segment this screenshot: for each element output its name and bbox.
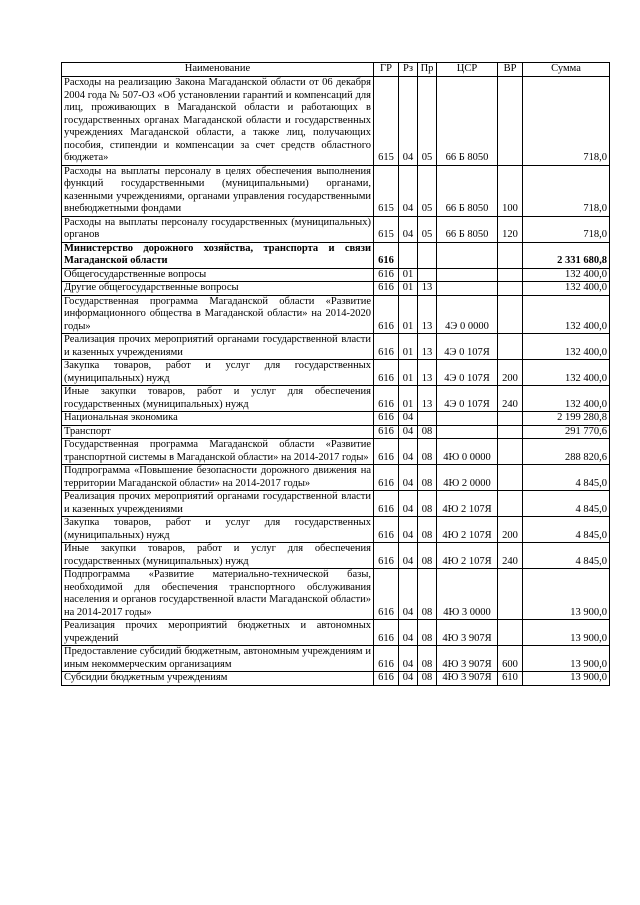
cell-pr [418, 242, 437, 268]
cell-vr [498, 439, 523, 465]
cell-pr: 05 [418, 216, 437, 242]
cell-gr: 615 [374, 165, 399, 216]
cell-csr: 66 Б 8050 [437, 216, 498, 242]
cell-csr: 4Ю 0 0000 [437, 439, 498, 465]
cell-sum: 4 845,0 [523, 517, 610, 543]
cell-vr [498, 491, 523, 517]
cell-pr: 08 [418, 491, 437, 517]
cell-name: Расходы на выплаты персоналу государственных (муниципальных) органов [62, 216, 374, 242]
cell-rz: 01 [399, 386, 418, 412]
cell-pr [418, 412, 437, 426]
cell-sum: 13 900,0 [523, 646, 610, 672]
cell-vr [498, 295, 523, 334]
cell-rz: 04 [399, 412, 418, 426]
cell-vr: 200 [498, 360, 523, 386]
cell-sum: 4 845,0 [523, 491, 610, 517]
cell-name: Иные закупки товаров, работ и услуг для обеспечения государственных (муниципальных) нужд [62, 543, 374, 569]
header-sum: Сумма [523, 63, 610, 77]
table-row [62, 569, 610, 620]
cell-name: Подпрограмма «Повышение безопасности дорожного движения на территории Магаданской области» на 2014-2017 годы» [62, 465, 374, 491]
cell-csr [437, 242, 498, 268]
cell-csr: 4Ю 2 107Я [437, 517, 498, 543]
cell-rz: 01 [399, 334, 418, 360]
cell-name: Другие общегосударственные вопросы [62, 282, 374, 296]
cell-rz: 04 [399, 646, 418, 672]
cell-pr: 13 [418, 282, 437, 296]
cell-csr: 66 Б 8050 [437, 165, 498, 216]
cell-name: Предоставление субсидий бюджетным, автономным учреждениям и иным некоммерческим организациям [62, 646, 374, 672]
cell-name: Реализация прочих мероприятий органами государственной власти и казенных учреждениями [62, 334, 374, 360]
cell-sum: 13 900,0 [523, 620, 610, 646]
cell-vr: 240 [498, 543, 523, 569]
cell-gr: 616 [374, 242, 399, 268]
cell-rz: 04 [399, 491, 418, 517]
cell-name: Закупка товаров, работ и услуг для государственных (муниципальных) нужд [62, 517, 374, 543]
cell-sum: 13 900,0 [523, 672, 610, 686]
cell-gr: 616 [374, 268, 399, 282]
table-row [62, 360, 610, 386]
cell-vr [498, 412, 523, 426]
cell-vr: 610 [498, 672, 523, 686]
cell-pr: 13 [418, 360, 437, 386]
cell-csr: 4Э 0 107Я [437, 360, 498, 386]
cell-vr [498, 242, 523, 268]
header-name: Наименование [62, 63, 374, 77]
cell-csr: 4Ю 2 107Я [437, 543, 498, 569]
cell-gr: 616 [374, 360, 399, 386]
cell-pr: 05 [418, 77, 437, 166]
cell-pr: 08 [418, 439, 437, 465]
cell-gr: 616 [374, 646, 399, 672]
cell-sum: 4 845,0 [523, 543, 610, 569]
cell-name: Закупка товаров, работ и услуг для государственных (муниципальных) нужд [62, 360, 374, 386]
table-row [62, 517, 610, 543]
cell-rz: 04 [399, 465, 418, 491]
cell-csr [437, 412, 498, 426]
header-rz: Рз [399, 63, 418, 77]
cell-rz: 04 [399, 77, 418, 166]
table-row [62, 165, 610, 216]
cell-gr: 615 [374, 77, 399, 166]
cell-vr: 120 [498, 216, 523, 242]
cell-vr: 100 [498, 165, 523, 216]
cell-csr: 4Ю 2 0000 [437, 465, 498, 491]
cell-csr [437, 425, 498, 439]
cell-rz [399, 242, 418, 268]
cell-name: Транспорт [62, 425, 374, 439]
table-row [62, 646, 610, 672]
cell-vr: 600 [498, 646, 523, 672]
cell-vr [498, 425, 523, 439]
cell-name: Реализация прочих мероприятий бюджетных и автономных учреждений [62, 620, 374, 646]
table-row [62, 465, 610, 491]
cell-gr: 616 [374, 672, 399, 686]
cell-rz: 04 [399, 439, 418, 465]
cell-name: Государственная программа Магаданской области «Развитие информационного общества в Магаданской области» на 2014-2020 годы» [62, 295, 374, 334]
cell-gr: 616 [374, 412, 399, 426]
cell-sum: 132 400,0 [523, 386, 610, 412]
cell-csr: 4Э 0 107Я [437, 334, 498, 360]
cell-gr: 616 [374, 295, 399, 334]
cell-pr: 08 [418, 517, 437, 543]
cell-pr: 08 [418, 425, 437, 439]
table-row [62, 77, 610, 166]
cell-gr: 615 [374, 216, 399, 242]
cell-sum: 288 820,6 [523, 439, 610, 465]
cell-rz: 04 [399, 216, 418, 242]
cell-name: Подпрограмма «Развитие материально-технической базы, необходимой для обеспечения транспортного обслуживания населения и органов государственной власти Магаданской области» на 2014-2017 годы» [62, 569, 374, 620]
budget-table [61, 62, 610, 686]
cell-pr: 08 [418, 672, 437, 686]
cell-gr: 616 [374, 425, 399, 439]
cell-pr: 13 [418, 334, 437, 360]
cell-vr [498, 569, 523, 620]
cell-pr: 08 [418, 646, 437, 672]
cell-name: Реализация прочих мероприятий органами государственной власти и казенных учреждениями [62, 491, 374, 517]
header-vr: ВР [498, 63, 523, 77]
cell-sum: 2 199 280,8 [523, 412, 610, 426]
cell-rz: 04 [399, 620, 418, 646]
cell-name: Министерство дорожного хозяйства, транспорта и связи Магаданской области [62, 242, 374, 268]
cell-rz: 01 [399, 360, 418, 386]
cell-rz: 04 [399, 569, 418, 620]
table-body [62, 77, 610, 686]
cell-sum: 718,0 [523, 216, 610, 242]
cell-vr [498, 465, 523, 491]
cell-name: Общегосударственные вопросы [62, 268, 374, 282]
table-row [62, 268, 610, 282]
table-header-row [62, 63, 610, 77]
cell-rz: 04 [399, 425, 418, 439]
cell-pr: 13 [418, 295, 437, 334]
cell-csr [437, 282, 498, 296]
cell-csr: 4Ю 3 907Я [437, 620, 498, 646]
cell-gr: 616 [374, 517, 399, 543]
table-row [62, 543, 610, 569]
table-row [62, 491, 610, 517]
cell-name: Расходы на выплаты персоналу в целях обеспечения выполнения функций государственными (муниципальными) органами, казенными учреждениями, органами управления государственными внебюджетными фондами [62, 165, 374, 216]
cell-vr [498, 268, 523, 282]
cell-csr: 4Ю 3 0000 [437, 569, 498, 620]
cell-gr: 616 [374, 620, 399, 646]
cell-vr [498, 282, 523, 296]
cell-sum: 13 900,0 [523, 569, 610, 620]
cell-pr: 08 [418, 620, 437, 646]
cell-name: Расходы на реализацию Закона Магаданской области от 06 декабря 2004 года № 507-ОЗ «Об установлении гарантий и компенсаций для лиц, проживающих в Магаданской области и работающих в государственных органах Магаданской области и государственных учреждениях Магаданской области, а также лиц, получающих пособия, стипендии и компенсации за счет средств областного бюджета» [62, 77, 374, 166]
cell-pr: 05 [418, 165, 437, 216]
cell-csr: 4Ю 3 907Я [437, 672, 498, 686]
header-csr: ЦСР [437, 63, 498, 77]
cell-vr: 200 [498, 517, 523, 543]
table-row [62, 334, 610, 360]
cell-gr: 616 [374, 282, 399, 296]
table-row [62, 216, 610, 242]
table-row [62, 295, 610, 334]
cell-csr: 66 Б 8050 [437, 77, 498, 166]
cell-sum: 4 845,0 [523, 465, 610, 491]
cell-name: Государственная программа Магаданской области «Развитие транспортной системы в Магаданской области» на 2014-2017 годы» [62, 439, 374, 465]
cell-name: Иные закупки товаров, работ и услуг для обеспечения государственных (муниципальных) нужд [62, 386, 374, 412]
cell-rz: 04 [399, 517, 418, 543]
cell-rz: 01 [399, 282, 418, 296]
cell-vr [498, 334, 523, 360]
cell-pr: 08 [418, 465, 437, 491]
cell-gr: 616 [374, 465, 399, 491]
cell-csr: 4Ю 2 107Я [437, 491, 498, 517]
cell-sum: 2 331 680,8 [523, 242, 610, 268]
cell-name: Субсидии бюджетным учреждениям [62, 672, 374, 686]
table-row [62, 282, 610, 296]
cell-sum: 132 400,0 [523, 334, 610, 360]
table-row [62, 672, 610, 686]
cell-sum: 132 400,0 [523, 282, 610, 296]
cell-sum: 718,0 [523, 77, 610, 166]
table-row [62, 242, 610, 268]
cell-sum: 132 400,0 [523, 295, 610, 334]
cell-csr: 4Э 0 107Я [437, 386, 498, 412]
cell-rz: 04 [399, 672, 418, 686]
cell-rz: 01 [399, 268, 418, 282]
cell-gr: 616 [374, 334, 399, 360]
cell-rz: 04 [399, 543, 418, 569]
cell-vr [498, 620, 523, 646]
cell-sum: 132 400,0 [523, 268, 610, 282]
cell-rz: 04 [399, 165, 418, 216]
header-pr: Пр [418, 63, 437, 77]
cell-sum: 291 770,6 [523, 425, 610, 439]
cell-sum: 132 400,0 [523, 360, 610, 386]
table-row [62, 425, 610, 439]
cell-pr: 08 [418, 543, 437, 569]
cell-gr: 616 [374, 491, 399, 517]
cell-csr: 4Ю 3 907Я [437, 646, 498, 672]
cell-gr: 616 [374, 386, 399, 412]
table-row [62, 620, 610, 646]
cell-csr [437, 268, 498, 282]
header-gr: ГР [374, 63, 399, 77]
cell-vr: 240 [498, 386, 523, 412]
cell-rz: 01 [399, 295, 418, 334]
cell-pr [418, 268, 437, 282]
table-row [62, 439, 610, 465]
cell-gr: 616 [374, 569, 399, 620]
cell-pr: 08 [418, 569, 437, 620]
table-row [62, 386, 610, 412]
cell-gr: 616 [374, 439, 399, 465]
table-row [62, 412, 610, 426]
cell-csr: 4Э 0 0000 [437, 295, 498, 334]
cell-name: Национальная экономика [62, 412, 374, 426]
cell-sum: 718,0 [523, 165, 610, 216]
cell-pr: 13 [418, 386, 437, 412]
cell-gr: 616 [374, 543, 399, 569]
cell-vr [498, 77, 523, 166]
